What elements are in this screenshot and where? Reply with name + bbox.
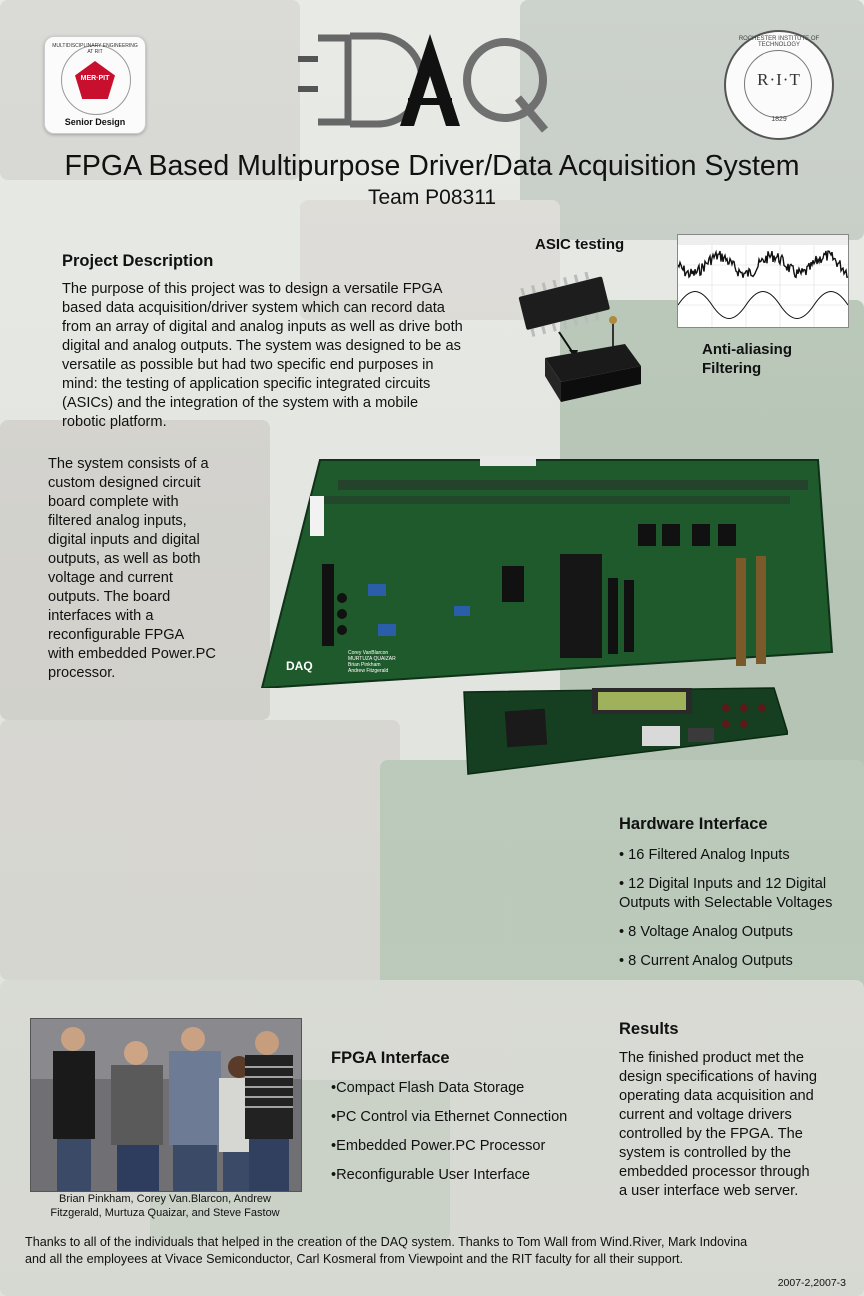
results-line: a user interface web server. (619, 1183, 799, 1199)
system-line: with embedded Power.PC (48, 646, 216, 662)
system-line: outputs. The board (48, 589, 171, 605)
rit-center-text: R·I·T (757, 70, 801, 89)
daq-logo (290, 26, 555, 136)
project-description (62, 280, 463, 432)
project-line: mind: the testing of application specific integrated circuits (62, 376, 431, 392)
project-line: (ASICs) and the integration of the system with a mobile (62, 395, 419, 411)
asic-socket-image (505, 262, 655, 412)
project-line: from an array of digital and analog inputs as well as drive both (62, 319, 463, 335)
anti-aliasing-label: Anti-aliasing Filtering (702, 341, 793, 377)
project-line: The purpose of this project was to design a versatile FPGA (62, 281, 443, 297)
msd-ring-text: MULTIDISCIPLINARY ENGINEERING AT RIT (52, 43, 138, 55)
results-line: system is controlled by the (619, 1145, 791, 1161)
hardware-item: • 12 Digital Inputs and 12 Digital Outputs with Selectable Voltages (619, 876, 833, 911)
results-text (619, 1049, 817, 1201)
team-caption: Brian Pinkham, Corey Van.Blarcon, Andrew Fitzgerald, Murtuza Quaizar, and Steve Fastow (50, 1193, 280, 1219)
project-line: versatile as possible but had two specific end purposes in (62, 357, 434, 373)
results-line: design specifications of having (619, 1069, 817, 1085)
fpga-heading: FPGA Interface (331, 1049, 450, 1067)
system-line: processor. (48, 665, 116, 681)
project-line: based data acquisition/driver system which can record data (62, 300, 445, 316)
rit-seal-text: ROCHESTER INSTITUTE OF TECHNOLOGY (738, 36, 820, 48)
anti-aliasing-scope-image (677, 234, 849, 328)
daq-circuit-board-image (258, 456, 834, 688)
system-line: The system consists of a (48, 456, 209, 472)
results-heading: Results (619, 1020, 679, 1038)
hardware-item: • 8 Voltage Analog Outputs (619, 924, 793, 940)
poster-id: 2007-2,2007-3 (777, 1277, 846, 1289)
hardware-heading: Hardware Interface (619, 815, 768, 833)
msd-subtitle: Senior Design (64, 117, 126, 127)
team-photo (30, 1018, 302, 1192)
rit-year: 1829 (771, 116, 787, 123)
system-line: reconfigurable FPGA (48, 627, 185, 643)
poster-title: FPGA Based Multipurpose Driver/Data Acquisition System (64, 150, 800, 182)
hardware-item: • 16 Filtered Analog Inputs (619, 847, 790, 863)
msd-center-text: MER·PIT (80, 75, 110, 82)
system-description (48, 455, 216, 683)
hardware-list (619, 846, 851, 971)
fpga-item: •Embedded Power.PC Processor (331, 1138, 546, 1154)
rit-seal (720, 28, 844, 140)
fpga-item: •Reconfigurable User Interface (331, 1167, 530, 1183)
project-line: digital and analog outputs. The system was designed to be as (62, 338, 461, 354)
system-line: digital inputs and digital (48, 532, 200, 548)
project-line: robotic platform. (62, 414, 167, 430)
system-line: outputs, as well as both (48, 551, 201, 567)
system-line: interfaces with a (48, 608, 154, 624)
fpga-board-image (458, 684, 788, 776)
system-line: custom designed circuit (48, 475, 201, 491)
results-line: current and voltage drivers (619, 1107, 792, 1123)
svg-text:Corey VanBlarconMURTUZA QUAIZA: Corey VanBlarcon MURTUZA QUAIZAR Brian Pinkham Andrew Fitzgerald (348, 650, 396, 674)
fpga-item: •Compact Flash Data Storage (331, 1080, 525, 1096)
fpga-item: •PC Control via Ethernet Connection (331, 1109, 568, 1125)
team-number: Team P08311 (367, 186, 497, 209)
system-line: voltage and current (48, 570, 173, 586)
project-heading: Project Description (62, 252, 214, 270)
fpga-list (331, 1079, 601, 1185)
results-line: operating data acquisition and (619, 1088, 814, 1104)
asic-testing-label: ASIC testing (535, 236, 625, 253)
board-silk-logo: DAQ (286, 659, 313, 673)
msd-logo (44, 36, 146, 134)
acknowledgements: Thanks to all of the individuals that helped in the creation of the DAQ system. Thanks to Tom Wall from Wind.River, Mark Indovina and all the employees at Vivace Semiconductor, Carl Kosmeral from Viewpoint and the RIT faculty for all their support. (25, 1235, 748, 1266)
system-line: board complete with (48, 494, 179, 510)
results-line: embedded processor through (619, 1164, 810, 1180)
hardware-item: • 8 Current Analog Outputs (619, 953, 793, 969)
results-line: controlled by the FPGA. The (619, 1126, 803, 1142)
system-line: filtered analog inputs, (48, 513, 187, 529)
results-line: The finished product met the (619, 1050, 804, 1066)
